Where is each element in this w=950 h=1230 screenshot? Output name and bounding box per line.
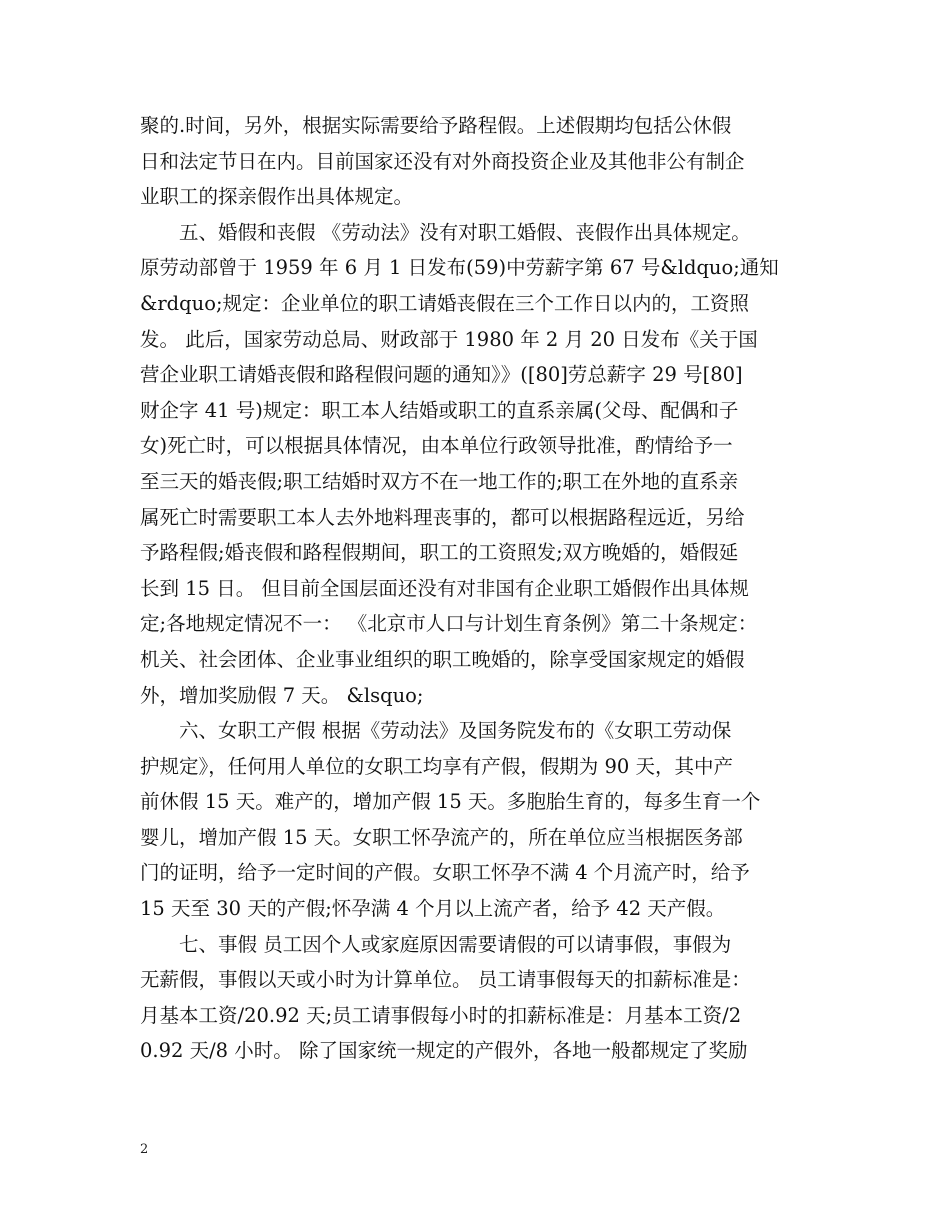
text-line: 外，增加奖励假 7 天。 &lsquo; bbox=[140, 683, 424, 707]
text-line: 原劳动部曾于 1959 年 6 月 1 日发布(59)中劳薪字第 67 号&ldquo;通知 bbox=[140, 256, 779, 280]
text-line: 15 天至 30 天的产假;怀孕满 4 个月以上流产者，给予 42 天产假。 bbox=[140, 897, 726, 921]
section-six-heading-line: 六、女职工产假 根据《劳动法》及国务院发布的《女职工劳动保 bbox=[140, 719, 732, 743]
text-line: 前休假 15 天。难产的，增加产假 15 天。多胞胎生育的，每多生育一个 bbox=[140, 790, 761, 814]
text-line: 0.92 天/8 小时。 除了国家统一规定的产假外，各地一般都规定了奖励 bbox=[140, 1039, 748, 1063]
text-line: 婴儿，增加产假 15 天。女职工怀孕流产的，所在单位应当根据医务部 bbox=[140, 825, 743, 849]
text-line: 业职工的探亲假作出具体规定。 bbox=[140, 185, 414, 209]
text-line: 定;各地规定情况不一： 《北京市人口与计划生育条例》第二十条规定： bbox=[140, 612, 758, 636]
page-number: 2 bbox=[140, 1142, 149, 1157]
text-line: 财企字 41 号)规定：职工本人结婚或职工的直系亲属(父母、配偶和子 bbox=[140, 398, 739, 422]
text-line: &rdquo;规定：企业单位的职工请婚丧假在三个工作日以内的，工资照 bbox=[140, 291, 750, 315]
text-line: 女)死亡时，可以根据具体情况，由本单位行政领导批准，酌情给予一 bbox=[140, 434, 733, 458]
text-line: 护规定》，任何用人单位的女职工均享有产假，假期为 90 天，其中产 bbox=[140, 754, 733, 778]
text-line: 属死亡时需要职工本人去外地料理丧事的，都可以根据路程远近，另给 bbox=[140, 505, 745, 529]
section-five-heading-line: 五、婚假和丧假 《劳动法》没有对职工婚假、丧假作出具体规定。 bbox=[140, 220, 751, 244]
text-line: 发。 此后，国家劳动总局、财政部于 1980 年 2 月 20 日发布《关于国 bbox=[140, 327, 758, 351]
body-text bbox=[140, 108, 820, 1069]
text-line: 营企业职工请婚丧假和路程假问题的通知》》([80]劳总薪字 29 号[80] bbox=[140, 363, 743, 387]
text-line: 月基本工资/20.92 天;员工请事假每小时的扣薪标准是：月基本工资/2 bbox=[140, 1003, 742, 1027]
text-line: 机关、社会团体、企业事业组织的职工晚婚的，除享受国家规定的婚假 bbox=[140, 647, 745, 671]
text-line: 长到 15 日。 但目前全国层面还没有对非国有企业职工婚假作出具体规 bbox=[140, 576, 749, 600]
text-line: 日和法定节日在内。目前国家还没有对外商投资企业及其他非公有制企 bbox=[140, 149, 745, 173]
section-seven-heading-line: 七、事假 员工因个人或家庭原因需要请假的可以请事假，事假为 bbox=[140, 932, 732, 956]
text-line: 无薪假，事假以天或小时为计算单位。 员工请事假每天的扣薪标准是： bbox=[140, 968, 751, 992]
text-line: 至三天的婚丧假;职工结婚时双方不在一地工作的;职工在外地的直系亲 bbox=[140, 469, 739, 493]
text-line: 聚的.时间，另外，根据实际需要给予路程假。上述假期均包括公休假 bbox=[140, 114, 732, 137]
text-line: 予路程假;婚丧假和路程假期间，职工的工资照发;双方晚婚的，婚假延 bbox=[140, 541, 739, 565]
text-line: 门的证明，给予一定时间的产假。女职工怀孕不满 4 个月流产时，给予 bbox=[140, 861, 750, 885]
